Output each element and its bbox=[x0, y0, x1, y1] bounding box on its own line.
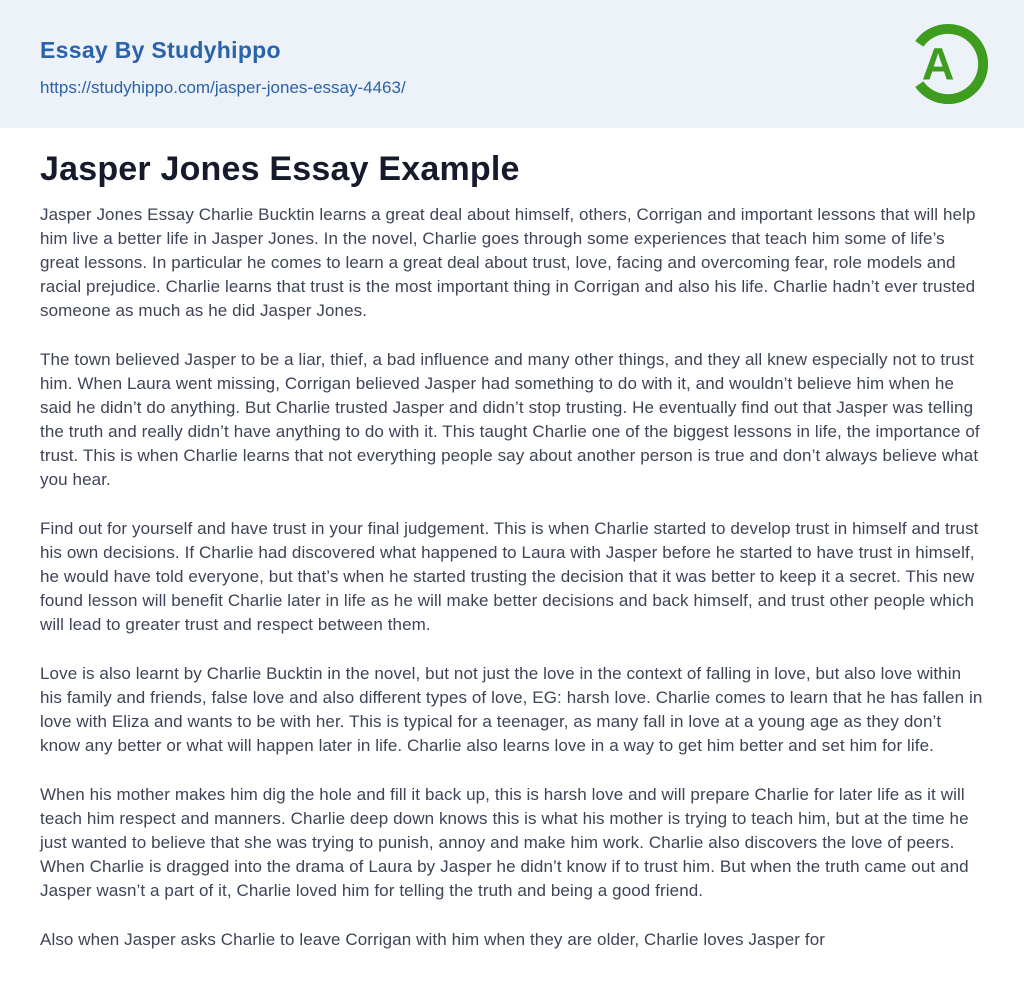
essay-paragraph-3: Find out for yourself and have trust in your final judgement. This is when Charlie started to develop trust in himself and trust his own decisions. If Charlie had discovered what happened to Laura with Jasper before he started to have trust in himself, he would have told everyone, but that’s when he started trusting the decision that it was better to keep it a secret. This new found lesson will benefit Charlie later in life as he will make better decisions and back himself, and trust other people which will lead to greater trust and respect between them. bbox=[40, 519, 979, 634]
essay-paragraph-2: The town believed Jasper to be a liar, thief, a bad influence and many other things, and they all knew especially not to trust him. When Laura went missing, Corrigan believed Jasper had something to do with it, and wouldn’t believe him when he said he didn’t do anything. But Charlie trusted Jasper and didn’t stop trusting. He eventually find out that Jasper was telling the truth and really didn’t have anything to do with it. This taught Charlie one of the biggest lessons in life, the importance of trust. This is when Charlie learns that not everything people say about another person is true and don’t always believe what you hear. bbox=[40, 350, 980, 489]
studyhippo-logo bbox=[903, 19, 993, 109]
essay-paragraph-4: Love is also learnt by Charlie Bucktin in the novel, but not just the love in the context of falling in love, but also love within his family and friends, false love and also different types of love, EG: harsh love. Charlie comes to learn that he has fallen in love with Eliza and wants to be with her. This is typical for a teenager, as many fall in love at a young age as they don’t know any better or what will happen later in life. Charlie also learns love in a way to get him better and set him for life. bbox=[40, 664, 983, 755]
essay-paragraph-1: Jasper Jones Essay Charlie Bucktin learns a great deal about himself, others, Corrigan and important lessons that will help him live a better life in Jasper Jones. In the novel, Charlie goes through some experiences that teach him some of life’s great lessons. In particular he comes to learn a great deal about trust, love, facing and overcoming fear, role models and racial prejudice. Charlie learns that trust is the most important thing in Corrigan and also his life. Charlie hadn’t ever trusted someone as much as he did Jasper Jones. bbox=[40, 205, 976, 320]
logo-arc-icon bbox=[903, 19, 993, 109]
page-header bbox=[0, 0, 1024, 128]
essay-paragraph-5: When his mother makes him dig the hole and fill it back up, this is harsh love and will prepare Charlie for later life as it will teach him respect and manners. Charlie deep down knows this is what his mother is trying to teach him, but at the time he just wanted to believe that she was trying to punish, annoy and make him work. Charlie also discovers the love of peers. When Charlie is dragged into the drama of Laura by Jasper he didn’t know if to trust him. But when the truth came out and Jasper wasn’t a part of it, Charlie loved him for telling the truth and being a good friend. bbox=[40, 785, 969, 900]
page-title: Jasper Jones Essay Example bbox=[40, 150, 520, 188]
header-text-block bbox=[40, 31, 406, 98]
logo-letter: A bbox=[921, 38, 955, 90]
essay-content bbox=[0, 128, 1024, 952]
essay-url-link[interactable]: https://studyhippo.com/jasper-jones-essay-4463/ bbox=[40, 77, 406, 97]
site-title: Essay By Studyhippo bbox=[40, 36, 281, 63]
essay-paragraph-6: Also when Jasper asks Charlie to leave Corrigan with him when they are older, Charlie loves Jasper for bbox=[40, 930, 826, 949]
